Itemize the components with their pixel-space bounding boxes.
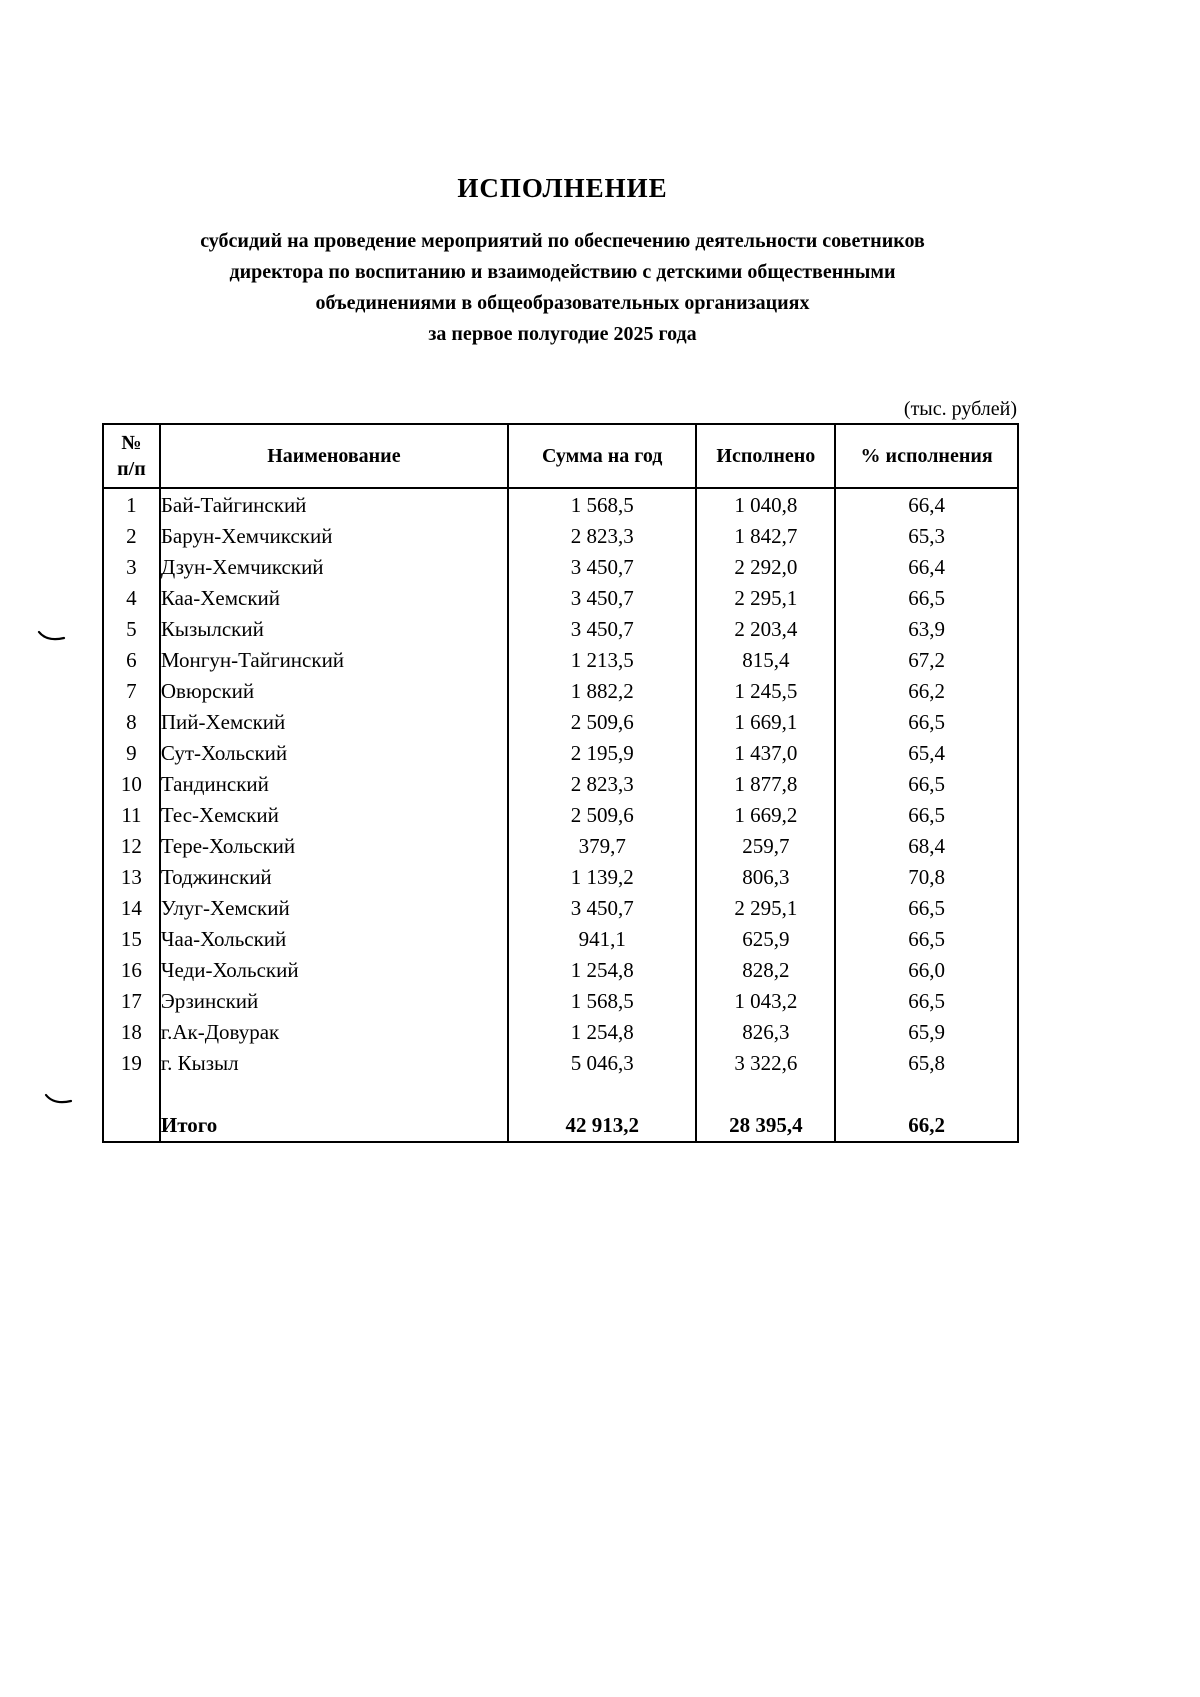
margin-pen-mark [37,630,67,644]
header-number [103,424,160,488]
row-name: Пий-Хемский [160,707,508,738]
row-executed: 1 040,8 [696,488,835,521]
row-percent: 70,8 [835,862,1018,893]
table-row [103,893,1018,924]
row-executed: 259,7 [696,831,835,862]
row-number: 18 [103,1017,160,1048]
row-number: 15 [103,924,160,955]
subtitle-line: за первое полугодие 2025 года [428,323,697,345]
row-executed: 806,3 [696,862,835,893]
subtitle-line: объединениями в общеобразовательных организациях [315,292,810,314]
row-name: Тес-Хемский [160,800,508,831]
row-name: г. Кызыл [160,1048,508,1079]
document-title: ИСПОЛНЕНИЕ [457,173,668,203]
table-row [103,583,1018,614]
row-annual-sum: 1 213,5 [508,645,696,676]
table-row [103,831,1018,862]
row-annual-sum: 1 254,8 [508,1017,696,1048]
row-executed: 1 437,0 [696,738,835,769]
row-annual-sum: 1 568,5 [508,488,696,521]
table-row [103,645,1018,676]
row-annual-sum: 3 450,7 [508,893,696,924]
table-spacer-row [103,1079,1018,1110]
row-percent: 68,4 [835,831,1018,862]
table-row [103,800,1018,831]
margin-pen-mark [44,1093,74,1107]
header-execution-percent: % исполнения [835,424,1018,488]
row-percent: 66,4 [835,552,1018,583]
row-name: Овюрский [160,676,508,707]
row-name: Бай-Тайгинский [160,488,508,521]
header-number-symbol: № [121,432,142,454]
row-percent: 66,5 [835,986,1018,1017]
row-executed: 1 043,2 [696,986,835,1017]
row-percent: 66,2 [835,676,1018,707]
row-percent: 66,0 [835,955,1018,986]
row-annual-sum: 3 450,7 [508,583,696,614]
row-percent: 66,5 [835,583,1018,614]
row-executed: 828,2 [696,955,835,986]
row-number: 6 [103,645,160,676]
row-name: Дзун-Хемчикский [160,552,508,583]
row-name: Чаа-Хольский [160,924,508,955]
row-annual-sum: 1 568,5 [508,986,696,1017]
total-number [103,1110,160,1142]
row-percent: 65,3 [835,521,1018,552]
table-row [103,521,1018,552]
row-annual-sum: 3 450,7 [508,614,696,645]
header-number-label: п/п [117,458,146,480]
row-percent: 66,5 [835,707,1018,738]
table-row [103,614,1018,645]
row-percent: 67,2 [835,645,1018,676]
row-percent: 65,8 [835,1048,1018,1079]
table-row [103,1048,1018,1079]
document-subtitle [60,226,1065,350]
row-executed: 1 877,8 [696,769,835,800]
row-name: Тоджинский [160,862,508,893]
row-number: 14 [103,893,160,924]
row-annual-sum: 941,1 [508,924,696,955]
table-body [103,488,1018,1142]
row-number: 7 [103,676,160,707]
table-row [103,769,1018,800]
table-total-row [103,1110,1018,1142]
row-number: 11 [103,800,160,831]
row-number: 3 [103,552,160,583]
row-percent: 66,5 [835,924,1018,955]
table-row [103,986,1018,1017]
table-header-row [103,424,1018,488]
row-number: 17 [103,986,160,1017]
row-name: Улуг-Хемский [160,893,508,924]
row-executed: 1 245,5 [696,676,835,707]
row-executed: 2 295,1 [696,583,835,614]
row-annual-sum: 2 195,9 [508,738,696,769]
subtitle-line: директора по воспитанию и взаимодействию с детскими общественными [229,261,896,283]
row-executed: 2 295,1 [696,893,835,924]
row-number: 10 [103,769,160,800]
row-number: 12 [103,831,160,862]
row-annual-sum: 3 450,7 [508,552,696,583]
row-annual-sum: 5 046,3 [508,1048,696,1079]
row-annual-sum: 2 823,3 [508,769,696,800]
row-annual-sum: 2 509,6 [508,800,696,831]
row-executed: 1 669,2 [696,800,835,831]
execution-table [102,423,1019,1143]
table-row [103,488,1018,521]
row-executed: 3 322,6 [696,1048,835,1079]
total-label: Итого [160,1110,508,1142]
row-number: 13 [103,862,160,893]
table-row [103,862,1018,893]
row-number: 4 [103,583,160,614]
row-executed: 826,3 [696,1017,835,1048]
row-executed: 2 203,4 [696,614,835,645]
units-note: (тыс. рублей) [903,398,1017,420]
row-name: Каа-Хемский [160,583,508,614]
row-annual-sum: 2 509,6 [508,707,696,738]
row-executed: 2 292,0 [696,552,835,583]
row-annual-sum: 1 882,2 [508,676,696,707]
table-row [103,1017,1018,1048]
row-annual-sum: 1 139,2 [508,862,696,893]
total-executed: 28 395,4 [696,1110,835,1142]
row-name: Эрзинский [160,986,508,1017]
row-number: 1 [103,488,160,521]
row-executed: 1 842,7 [696,521,835,552]
row-name: г.Ак-Довурак [160,1017,508,1048]
row-executed: 625,9 [696,924,835,955]
row-number: 5 [103,614,160,645]
row-number: 19 [103,1048,160,1079]
header-name: Наименование [160,424,508,488]
row-percent: 65,4 [835,738,1018,769]
row-percent: 63,9 [835,614,1018,645]
row-percent: 65,9 [835,1017,1018,1048]
row-name: Чеди-Хольский [160,955,508,986]
row-annual-sum: 2 823,3 [508,521,696,552]
table-row [103,924,1018,955]
row-name: Кызылский [160,614,508,645]
row-number: 9 [103,738,160,769]
row-executed: 1 669,1 [696,707,835,738]
table-row [103,955,1018,986]
row-name: Тере-Хольский [160,831,508,862]
header-executed: Исполнено [696,424,835,488]
table-row [103,676,1018,707]
row-percent: 66,5 [835,769,1018,800]
row-annual-sum: 379,7 [508,831,696,862]
total-annual-sum: 42 913,2 [508,1110,696,1142]
table-row [103,552,1018,583]
row-name: Сут-Хольский [160,738,508,769]
row-number: 2 [103,521,160,552]
row-name: Монгун-Тайгинский [160,645,508,676]
table-row [103,738,1018,769]
row-name: Барун-Хемчикский [160,521,508,552]
row-percent: 66,5 [835,893,1018,924]
row-percent: 66,4 [835,488,1018,521]
row-name: Тандинский [160,769,508,800]
row-percent: 66,5 [835,800,1018,831]
subtitle-line: субсидий на проведение мероприятий по обеспечению деятельности советников [200,230,925,252]
row-executed: 815,4 [696,645,835,676]
row-number: 8 [103,707,160,738]
total-percent: 66,2 [835,1110,1018,1142]
row-number: 16 [103,955,160,986]
row-annual-sum: 1 254,8 [508,955,696,986]
table-row [103,707,1018,738]
header-annual-sum: Сумма на год [508,424,696,488]
